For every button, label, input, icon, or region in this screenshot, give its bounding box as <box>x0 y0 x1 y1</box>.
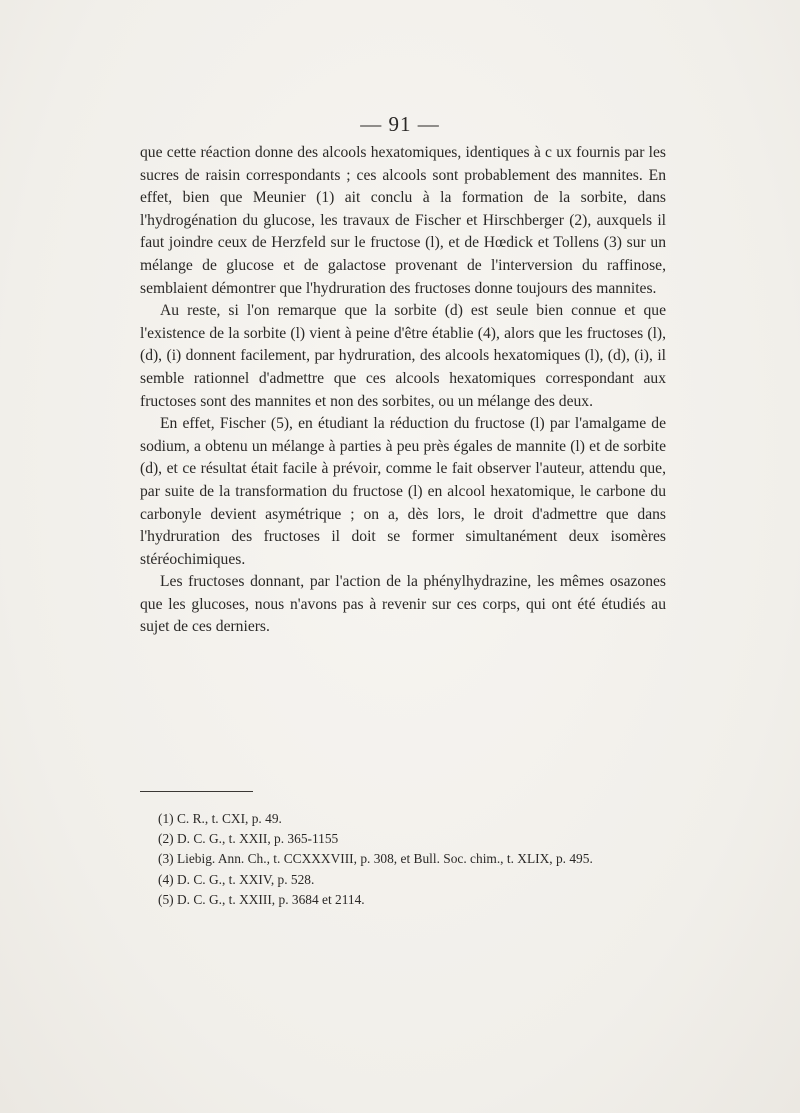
page-number: — 91 — <box>360 112 440 136</box>
footnote-2: (2) D. C. G., t. XXII, p. 365-1155 <box>158 831 339 847</box>
footnote-1: (1) C. R., t. CXI, p. 49. <box>158 811 282 826</box>
body-text <box>140 142 666 639</box>
footnote-4: (4) D. C. G., t. XXIV, p. 528. <box>158 871 315 887</box>
footnote-5: (5) D. C. G., t. XXIII, p. 3684 et 2114. <box>158 891 365 907</box>
footnote-3: (3) Liebig. Ann. Ch., t. CCXXXVIII, p. 308, et Bull. Soc. chim., t. XLIX, p. 495. <box>158 851 593 867</box>
paragraph-2: Au reste, si l'on remarque que la sorbite (d) est seule bien connue et que l'existence de la sorbite (l) vient à peine d'être établie (4), alors que les fructoses (l), (d), (i) donnent facilement, par hydruration, des alcools hexatomiques (l), (d), (i), il semble rationnel d'admettre que ces alcools hexatomiques correspondant aux fructoses sont des mannites et non des sorbites, ou un mélange des deux. <box>140 302 666 410</box>
paragraph-1: que cette réaction donne des alcools hexatomiques, identiques à c ux fournis par les sucres de raisin correspondants ; ces alcools sont probablement des mannites. En effet, bien que Meunier (1) ait conclu à la formation de la sorbite, dans l'hydrogénation du glucose, les travaux de Fischer et Hirschberger (2), auxquels il faut joindre ceux de Herzfeld sur le fructose (l), et de Hœdick et Tollens (3) sur un mélange de glucose et de galactose provenant de l'interversion du raffinose, semblaient démontrer que l'hydruration des fructoses donne toujours des mannites. <box>140 144 666 297</box>
footnotes <box>140 809 666 910</box>
footnote-separator <box>140 791 253 792</box>
paragraph-3: En effet, Fischer (5), en étudiant la réduction du fructose (l) par l'amalgame de sodium, a obtenu un mélange à parties à peu près égales de mannite (l) et de sorbite (d), et ce résultat était facile à prévoir, comme le fait observer l'auteur, attendu que, par suite de la transformation du fructose (l) en alcool hexatomique, le carbone du carbonyle devient asymétrique ; on a, dès lors, le droit d'admettre que dans l'hydruration des fructoses il doit se former simultanément deux isomères stéréochimiques. <box>140 415 666 568</box>
paragraph-4: Les fructoses donnant, par l'action de la phénylhydrazine, les mêmes osazones que les glucoses, nous n'avons pas à revenir sur ces corps, qui ont été étudiés au sujet de ces derniers. <box>140 573 666 636</box>
